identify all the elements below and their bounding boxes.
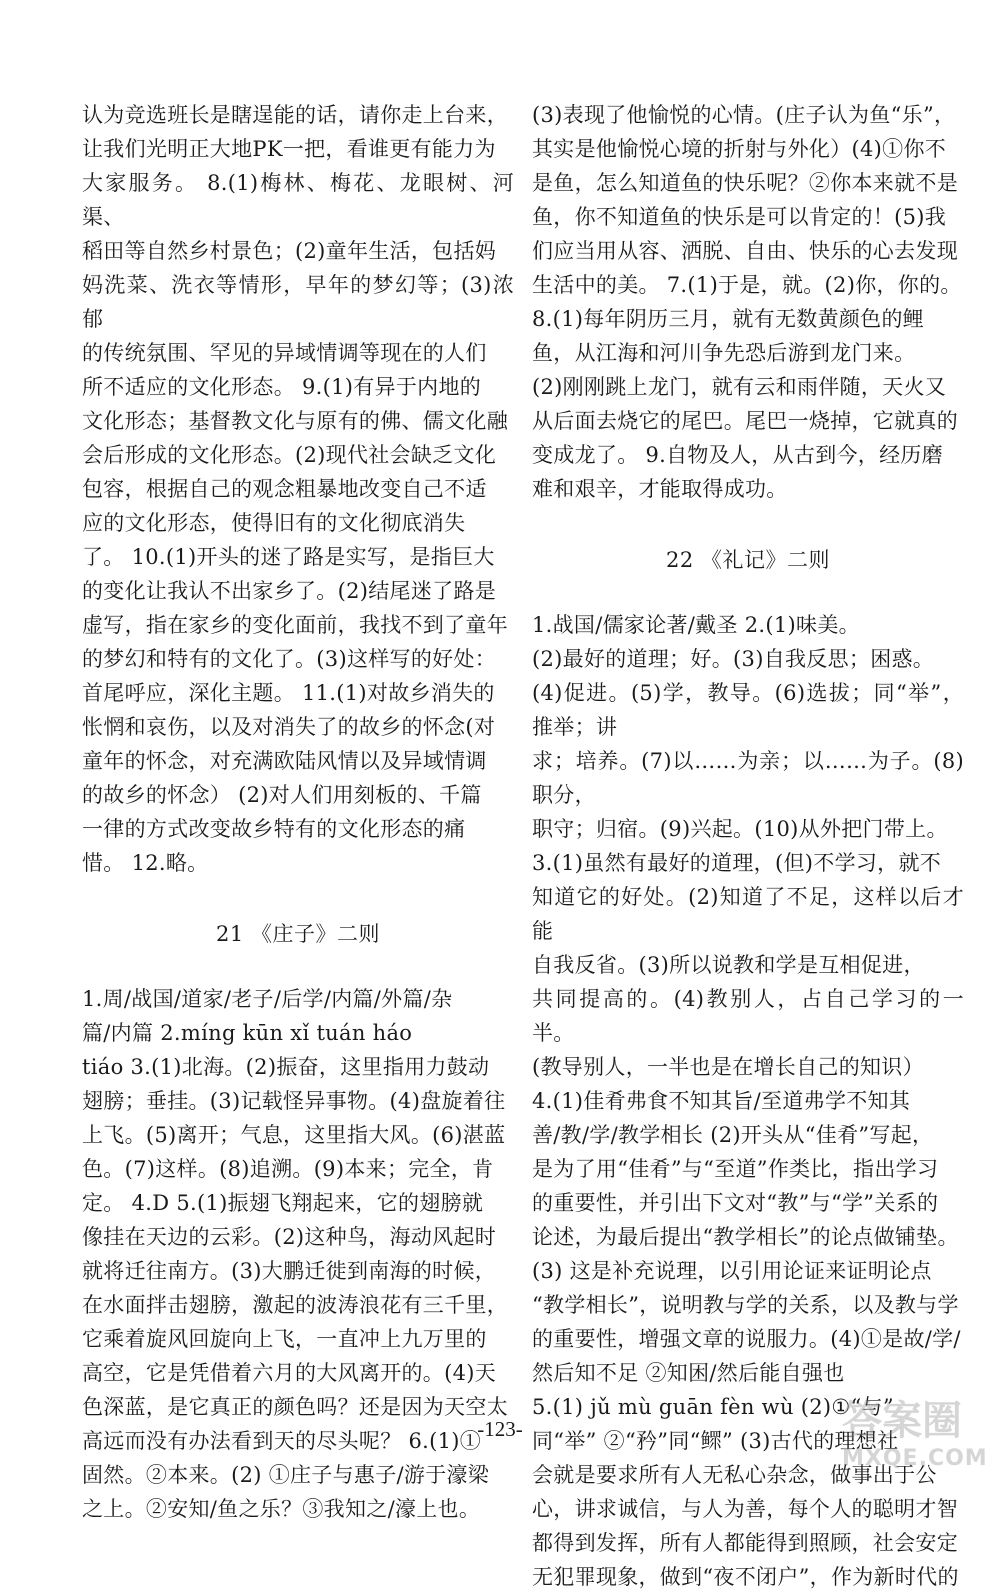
left-column <box>82 98 514 1526</box>
right-column <box>532 98 964 1594</box>
right-column-answers-part2: 1.战国/儒家论著/戴圣 2.(1)味美。 (2)最好的道理；好。(3)自我反思；困惑。 (4)促进。(5)学，教导。(6)选拔；同“举”，推举；讲 求；培养。(7)以……为亲；以……为子。(8)职分， 职守；归宿。(9)兴起。(10)从外把门带上。 3.(1)虽然有最好的道理，(但)不学习，就不 知道它的好处。(2)知道了不足，这样以后才能 自我反省。(3)所以说教和学是互相促进， 共同提高的。(4)教别人，占自己学习的一半。 (教导别人，一半也是在增长自己的知识） 4.(1)佳肴弗食不知其旨/至道弗学不知其 善/教/学/教学相长 (2)开头从“佳肴”写起， 是为了用“佳肴”与“至道”作类比，指出学习 的重要性，并引出下文对“教”与“学”关系的 论述，为最后提出“教学相长”的论点做铺垫。 (3) 这是补充说理，以引用论证来证明论点 “教学相长”，说明教与学的关系，以及教与学 的重要性，增强文章的说服力。(4)①是故/学/ 然后知不足 ②知困/然后能自强也 5.(1) jǔ mù guān fèn wù (2)①“与” 同“举” ②“矜”同“鳏” (3)古代的理想社 会就是要求所有人无私心杂念，做事出于公 心，讲求诚信，与人为善，每个人的聪明才智 都得到发挥，所有人都能得到照顾，社会安定 无犯罪现象，做到“夜不闭户”，作为新时代的 <box>532 613 964 1589</box>
left-column-answers-part1: 认为竞选班长是瞎逞能的话，请你走上台来， 让我们光明正大地PK一把，看谁更有能力为 大家服务。 8.(1)梅林、梅花、龙眼树、河渠、 稻田等自然乡村景色；(2)童年生活，包括妈 妈洗菜、洗衣等情形，早年的梦幻等；(3)浓郁 的传统氛围、罕见的异域情调等现在的人们 所不适应的文化形态。 9.(1)有异于内地的 文化形态；基督教文化与原有的佛、儒文化融 会后形成的文化形态。(2)现代社会缺乏文化 包容，根据自己的观念粗暴地改变自己不适 应的文化形态，使得旧有的文化彻底消失 了。 10.(1)开头的迷了路是实写，是指巨大 的变化让我认不出家乡了。(2)结尾迷了路是 虚写，指在家乡的变化面前，我找不到了童年 的梦幻和特有的文化了。(3)这样写的好处： 首尾呼应，深化主题。 11.(1)对故乡消失的 怅惘和哀伤，以及对消失了的故乡的怀念(对 童年的怀念，对充满欧陆风情以及异域情调 的故乡的怀念） (2)对人们用刻板的、千篇 一律的方式改变故乡特有的文化形态的痛 惜。 12.略。 <box>82 103 514 875</box>
section-heading-21: 21 《庄子》二则 <box>216 922 380 946</box>
page-number: -123- <box>477 1417 523 1441</box>
right-column-answers-part1: (3)表现了他愉悦的心情。(庄子认为鱼“乐”， 其实是他愉悦心境的折射与外化）(4)①你不 是鱼，怎么知道鱼的快乐呢？②你本来就不是 鱼，你不知道鱼的快乐是可以肯定的！(5)我 们应当用从容、洒脱、自由、快乐的心去发现 生活中的美。 7.(1)于是，就。(2)你，你的。 8.(1)每年阴历三月，就有无数黄颜色的鲤 鱼，从江海和河川争先恐后游到龙门来。 (2)刚刚跳上龙门，就有云和雨伴随，天火又 从后面去烧它的尾巴。尾巴一烧掉，它就真的 变成龙了。 9.自物及人，从古到今，经历磨 难和艰辛，才能取得成功。 <box>532 103 962 501</box>
left-column-answers-part2: 1.周/战国/道家/老子/后学/内篇/外篇/杂 篇/内篇 2.míng kūn xǐ tuán háo tiáo 3.(1)北海。(2)振奋，这里指用力鼓动 翅膀；垂挂。(3)记载怪异事物。(4)盘旋着往 上飞。(5)离开；气息，这里指大风。(6)湛蓝 色。(7)这样。(8)追溯。(9)本来；完全，肯 定。 4.D 5.(1)振翅飞翔起来，它的翅膀就 像挂在天边的云彩。(2)这种鸟，海动风起时 就将迁往南方。(3)大鹏迁徙到南海的时候， 在水面拌击翅膀，激起的波涛浪花有三千里， 它乘着旋风回旋向上飞，一直冲上九万里的 高空，它是凭借着六月的大风离开的。(4)天 色深蓝，是它真正的颜色吗？还是因为天空太 高远而没有办法看到天的尽头呢？ 6.(1)① 固然。②本来。(2) ①庄子与惠子/游于濠梁 之上。②安知/鱼之乐？③我知之/濠上也。 <box>82 987 508 1521</box>
watermark-logo-text: 答案圈 <box>842 1398 962 1444</box>
watermark-logo <box>842 1389 988 1473</box>
section-heading-22: 22 《礼记》二则 <box>666 548 830 572</box>
watermark-url: MXQE.COM <box>842 1446 988 1471</box>
